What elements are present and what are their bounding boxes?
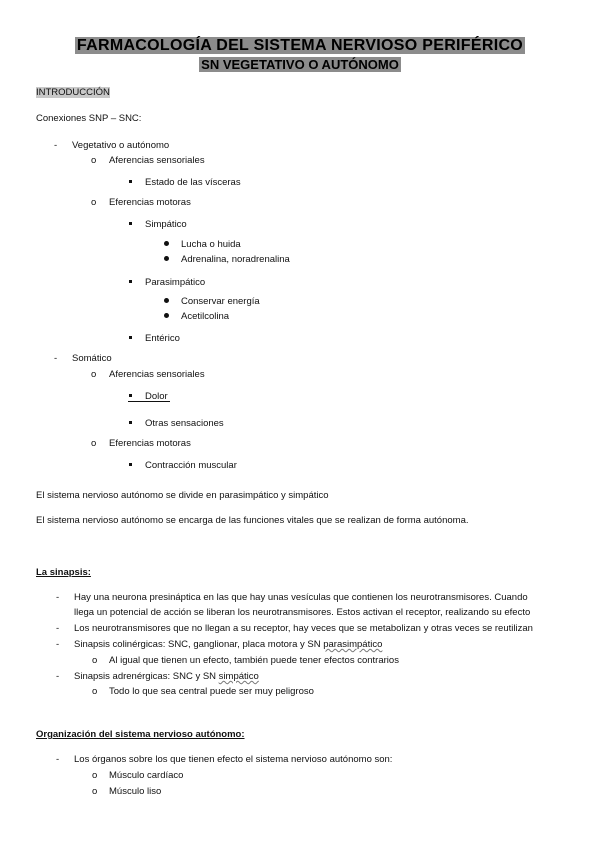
simpatico-word: simpático [218, 671, 259, 682]
dot-bullet [164, 313, 169, 318]
square-bullet [129, 463, 132, 466]
list-item: Todo lo que sea central puede ser muy peligroso [109, 686, 314, 697]
square-bullet [129, 336, 132, 339]
dash-bullet [56, 592, 59, 603]
list-item: Acetilcolina [181, 311, 230, 322]
dot-bullet [164, 241, 169, 246]
dot-bullet [164, 298, 169, 303]
sinapsis-heading: La sinapsis: [36, 567, 91, 578]
list-item: Eferencias motoras [109, 197, 191, 208]
dash-bullet [56, 754, 59, 765]
list-item: Aferencias sensoriales [109, 155, 205, 166]
square-bullet [129, 421, 132, 424]
paragraph: El sistema nervioso autónomo se encarga de las funciones vitales que se realizan de forma autónoma. [36, 515, 469, 526]
list-item: Los órganos sobre los que tienen efecto el sistema nervioso autónomo son: [74, 754, 393, 765]
circle-bullet [92, 655, 97, 666]
circle-bullet [91, 197, 96, 208]
dash-bullet [56, 623, 59, 634]
square-bullet [129, 280, 132, 283]
circle-bullet [91, 438, 96, 449]
list-item: Somático [72, 353, 112, 364]
list-item: Músculo cardíaco [109, 770, 184, 781]
list-item: Músculo liso [109, 786, 162, 797]
sinapsis-colinergicas-text: Sinapsis colinérgicas: SNC, ganglionar, placa motora y SN [74, 639, 324, 650]
paragraph-line: Hay una neurona presináptica en las que hay unas vesículas que contienen los neurotransmisores. Cuando [74, 592, 528, 603]
list-item: Entérico [145, 333, 180, 344]
list-item: Simpático [145, 219, 187, 230]
list-item: Estado de las vísceras [145, 177, 241, 188]
list-item: Los neurotransmisores que no llegan a su receptor, hay veces que se metabolizan y otras veces se reutilizan [74, 623, 533, 634]
list-item: Otras sensaciones [145, 418, 224, 429]
circle-bullet [92, 770, 97, 781]
dash-bullet [56, 639, 59, 650]
intro-heading: INTRODUCCIÓN [36, 87, 110, 98]
square-bullet [129, 222, 132, 225]
organizacion-heading: Organización del sistema nervioso autónomo: [36, 729, 245, 740]
list-item: Conservar energía [181, 296, 260, 307]
dash-bullet [54, 353, 57, 364]
square-bullet [129, 180, 132, 183]
list-item: Contracción muscular [145, 460, 237, 471]
list-item: Vegetativo o autónomo [72, 140, 170, 151]
circle-bullet [92, 786, 97, 797]
sinapsis-adrenergicas-text: Sinapsis adrenérgicas: SNC y SN [74, 671, 219, 682]
parasimpatico-word: parasimpático [323, 639, 383, 650]
paragraph-line: llega un potencial de acción se liberan los neurotransmisores. Estos activan el receptor, realizando su efecto [74, 607, 531, 618]
dot-bullet [164, 256, 169, 261]
page-subtitle: SN VEGETATIVO O AUTÓNOMO [201, 57, 399, 72]
list-item: Aferencias sensoriales [109, 369, 205, 380]
list-item: Dolor [145, 391, 168, 402]
list-item: Eferencias motoras [109, 438, 191, 449]
connections-line: Conexiones SNP – SNC: [36, 113, 142, 124]
list-item: Parasimpático [145, 277, 206, 288]
list-item [74, 671, 259, 682]
list-item: Al igual que tienen un efecto, también puede tener efectos contrarios [109, 655, 399, 666]
paragraph: El sistema nervioso autónomo se divide en parasimpático y simpático [36, 490, 329, 501]
dash-bullet [54, 140, 57, 151]
circle-bullet [92, 686, 97, 697]
list-item: Adrenalina, noradrenalina [181, 254, 290, 265]
page-title: FARMACOLOGÍA DEL SISTEMA NERVIOSO PERIFÉRICO [76, 37, 524, 54]
circle-bullet [91, 155, 96, 166]
square-bullet [129, 394, 132, 397]
circle-bullet [91, 369, 96, 380]
dash-bullet [56, 671, 59, 682]
list-item: Lucha o huida [181, 239, 241, 250]
list-item [74, 639, 382, 650]
